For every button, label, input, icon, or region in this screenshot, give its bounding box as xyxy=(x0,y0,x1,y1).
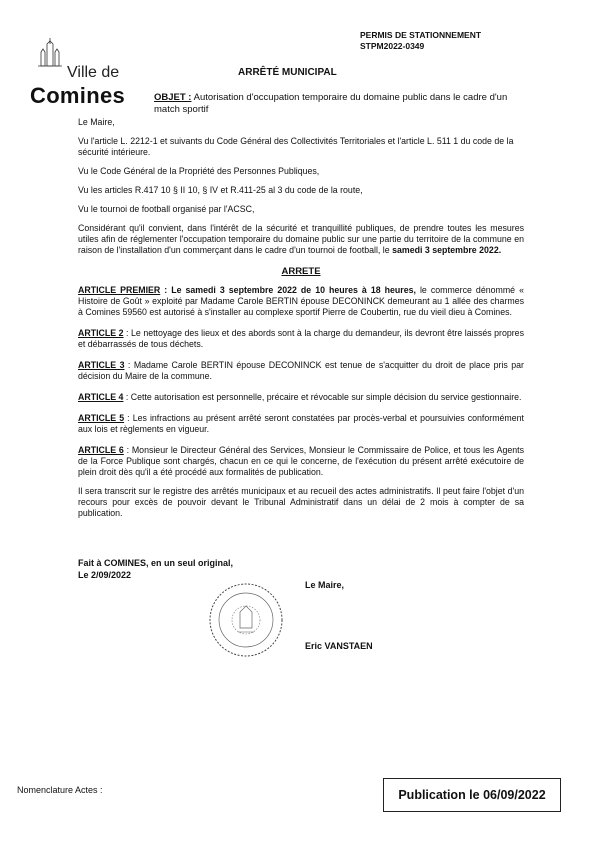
article-5-text: : Les infractions au présent arrêté seront constatées par procès-verbal et poursuivies conformément aux lois et règlements en vigueur. xyxy=(78,413,524,434)
arrete-heading: ARRETE xyxy=(281,266,321,277)
arrete-heading-row xyxy=(78,266,524,277)
article-1-label: ARTICLE PREMIER xyxy=(78,285,161,295)
logo-comines-text: Comines xyxy=(30,83,126,108)
vu-paragraph-4: Vu le tournoi de football organisé par l'ACSC, xyxy=(78,204,255,214)
article-6-text: : Monsieur le Directeur Général des Services, Monsieur le Commissaire de Police, et tous les Agents de la Force Publique sont chargés, chacun en ce qui le concerne, de l'exécution du présent arrêté exécutoire de plein droit dès qu'il a été procédé aux formalités de publication. xyxy=(78,445,524,477)
considerant-paragraph xyxy=(78,223,524,256)
nomenclature-label: Nomenclature Actes : xyxy=(17,785,103,795)
article-5 xyxy=(78,413,524,435)
intro-text: Le Maire, xyxy=(78,117,115,127)
objet-block xyxy=(154,92,524,116)
article-1 xyxy=(78,285,524,318)
permit-header xyxy=(360,30,481,52)
signature-place-date xyxy=(78,558,233,581)
church-towers-icon xyxy=(32,38,68,68)
document-title: ARRÊTÉ MUNICIPAL xyxy=(238,67,337,78)
article-3-text: : Madame Carole BERTIN épouse DECONINCK est tenue de s'acquitter du droit de place pris par décision du Maire de la commune. xyxy=(78,360,524,381)
maire-label: Le Maire, xyxy=(305,580,345,590)
objet-text: Autorisation d'occupation temporaire du domaine public dans le cadre d'un match sportif xyxy=(154,92,508,115)
fait-a-text: Fait à COMINES, en un seul original, xyxy=(78,558,234,568)
vu-paragraph-3: Vu les articles R.417 10 § II 10, § IV et R.411-25 al 3 du code de la route, xyxy=(78,185,363,195)
signer-name: Eric VANSTAEN xyxy=(305,641,373,651)
article-4-label: ARTICLE 4 xyxy=(78,392,124,402)
city-logo xyxy=(30,38,142,108)
considerant-text: Considérant qu'il convient, dans l'intérêt de la sécurité et tranquillité publiques, de prendre toutes les mesures utiles afin de réglementer l'occupation temporaire du domaine public sur une partie du territoire de la commune en raison de l'installation d'un commerçant dans le cadre d'un tournoi de football, le xyxy=(78,223,524,255)
vu-paragraph-2: Vu le Code Général de la Propriété des Personnes Publiques, xyxy=(78,166,320,176)
article-3 xyxy=(78,360,524,382)
official-seal-stamp xyxy=(208,582,284,658)
publication-date: Publication le 06/09/2022 xyxy=(398,788,546,802)
decree-body xyxy=(78,117,524,519)
article-2 xyxy=(78,328,524,350)
article-2-label: ARTICLE 2 xyxy=(78,328,124,338)
publication-box xyxy=(383,778,561,812)
article-1-text: le commerce dénommé « Histoire de Goût » exploité par Madame Carole BERTIN épouse DECONINCK demeurant au 1 allée des charmes à Comines 59560 est autorisé à s'installer au complexe sportif Pierre de Coubertin, rue du vieil dieu à Comines. xyxy=(78,285,524,317)
article-4-text: : Cette autorisation est personnelle, précaire et révocable sur simple décision du service gestionnaire. xyxy=(123,392,522,402)
permit-reference: STPM2022-0349 xyxy=(360,41,425,51)
logo-ville-text: Ville de xyxy=(67,64,120,81)
article-3-label: ARTICLE 3 xyxy=(78,360,125,370)
article-2-text: : Le nettoyage des lieux et des abords sont à la charge du demandeur, ils devront être laissés propres et débarrassés de tous déchets. xyxy=(78,328,524,349)
signature-date: Le 2/09/2022 xyxy=(78,569,132,580)
vu-paragraph-1: Vu l'article L. 2212-1 et suivants du Code Général des Collectivités Territoriales et l'article L. 511 1 du code de la sécurité intérieure. xyxy=(78,136,514,157)
permit-title: PERMIS DE STATIONNEMENT xyxy=(360,30,482,40)
article-5-label: ARTICLE 5 xyxy=(78,413,125,423)
considerant-date: samedi 3 septembre 2022. xyxy=(392,245,502,255)
article-6-label: ARTICLE 6 xyxy=(78,445,124,455)
objet-label: OBJET : xyxy=(154,92,192,103)
article-4 xyxy=(78,392,524,403)
final-paragraph: Il sera transcrit sur le registre des arrêtés municipaux et au recueil des actes administratifs. Il peut faire l'objet d'un recours pour excès de pouvoir devant le Tribunal Administratif dans un délai de 2 mois à compter de sa publication. xyxy=(78,486,524,518)
article-6 xyxy=(78,445,524,478)
article-1-lead: : Le samedi 3 septembre 2022 de 10 heures à 18 heures, xyxy=(160,285,416,295)
